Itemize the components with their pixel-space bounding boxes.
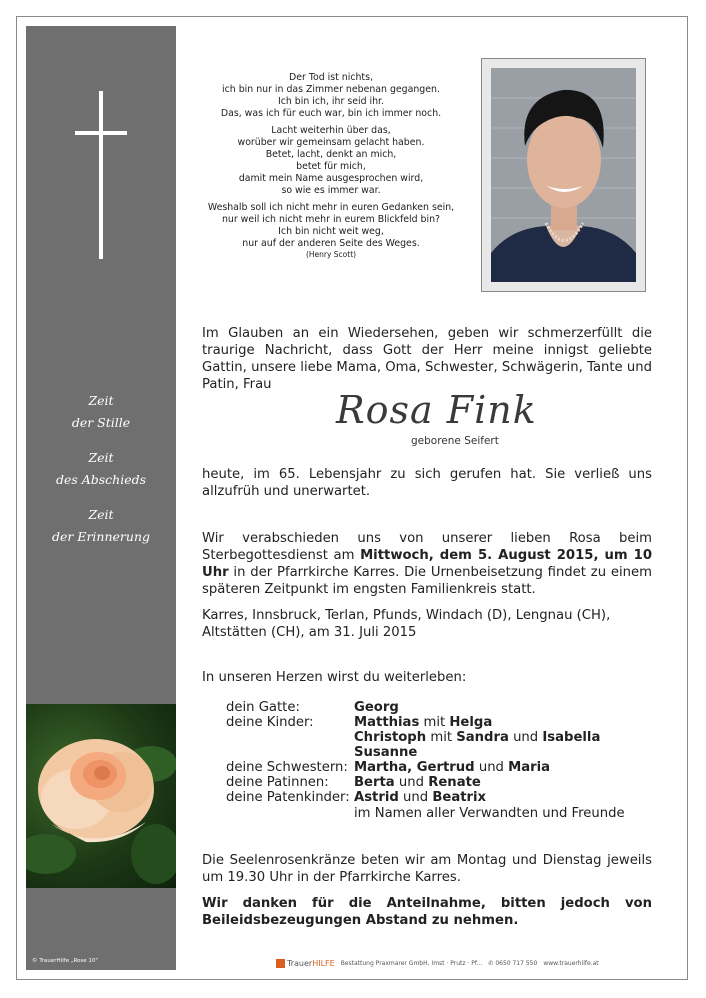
family-names: Matthias mit Helga: [354, 715, 493, 730]
poem-line: Betet, lacht, denkt an mich,: [265, 149, 397, 160]
poem-line: nur auf der anderen Seite des Weges.: [242, 238, 420, 249]
cross-icon-horizontal: [75, 131, 127, 135]
zeit-line: der Stille: [71, 415, 131, 430]
trauerhilfe-logo-icon: [276, 959, 285, 968]
family-role: deine Kinder:: [226, 715, 314, 730]
zeit-line: Zeit: [88, 450, 114, 465]
family-names: Martha, Gertrud und Maria: [354, 760, 551, 775]
family-role: dein Gatte:: [226, 700, 300, 715]
poem-line: Das, was ich für euch war, bin ich immer noch.: [220, 108, 442, 119]
poem-author: (Henry Scott): [305, 250, 357, 259]
zeit-line: des Abschieds: [55, 472, 147, 487]
family-role: deine Schwestern:: [226, 760, 348, 775]
poem-line: Weshalb soll ich nicht mehr in euren Gedanken sein,: [207, 202, 455, 213]
service-before: Wir verabschieden uns von unserer lieben Rosa beim Sterbegottesdienst am: [202, 531, 652, 563]
service-text: [202, 530, 652, 598]
zeit-block-stille: [26, 390, 176, 434]
cross-icon-vertical: [99, 91, 103, 259]
family-names: Astrid und Beatrix: [354, 790, 487, 805]
poem-stanza: [196, 125, 466, 197]
family-role: deine Patinnen:: [226, 775, 329, 790]
maiden-name: geborene Seifert: [411, 435, 499, 447]
poem-line: damit mein Name ausgesprochen wird,: [238, 173, 424, 184]
herzen-text: In unseren Herzen wirst du weiterleben:: [202, 670, 467, 685]
poem-line: so wie es immer war.: [281, 185, 381, 196]
portrait-frame: [481, 58, 646, 292]
rose-image: [26, 704, 176, 888]
family-names: Georg: [354, 700, 399, 715]
dank-text: Wir danken für die Anteilnahme, bitten jedoch von Beileidsbezeugungen Abstand zu nehmen.: [202, 896, 652, 928]
poem-line: ich bin nur in das Zimmer nebenan gegangen.: [222, 84, 440, 95]
family-names: Susanne: [354, 745, 418, 760]
zeit-block-erinnerung: [26, 504, 176, 548]
zeit-line: Zeit: [88, 507, 114, 522]
zeit-line: Zeit: [88, 393, 114, 408]
poem-stanza: [196, 202, 466, 260]
poem-line: betet für mich,: [296, 161, 366, 172]
poem-line: worüber wir gemeinsam gelacht haben.: [237, 137, 425, 148]
poem-line: Ich bin nicht weit weg,: [278, 226, 384, 237]
deceased-name: Rosa Fink: [336, 388, 537, 432]
service-date: Mittwoch, dem 5. August 2015, um 10 Uhr: [202, 548, 653, 580]
places-text: Karres, Innsbruck, Terlan, Pfunds, Windach (D), Lengnau (CH), Altstätten (CH), am 31. Juli 2015: [202, 608, 611, 640]
family-names: Berta und Renate: [354, 775, 481, 790]
footer-brand: TrauerHILFE: [287, 958, 335, 968]
family-role: deine Patenkinder:: [226, 790, 350, 805]
footer: [276, 957, 599, 969]
rosenkranz-text: Die Seelenrosenkränze beten wir am Montag und Dienstag jeweils um 19.30 Uhr in der Pfarrkirche Karres.: [202, 853, 652, 885]
service-after: in der Pfarrkirche Karres. Die Urnenbeisetzung findet zu einem späteren Zeitpunkt im engsten Familienkreis statt.: [202, 565, 652, 597]
poem-line: nur weil ich nicht mehr in eurem Blickfeld bin?: [221, 214, 441, 225]
poem: [196, 72, 466, 265]
phone-icon: ✆: [488, 959, 494, 967]
family-names: im Namen aller Verwandten und Freunde: [354, 806, 625, 821]
poem-stanza: [196, 72, 466, 120]
poem-line: Lacht weiterhin über das,: [271, 125, 391, 136]
poem-line: Der Tod ist nichts,: [289, 72, 373, 83]
footer-phone: 0650 717 550: [495, 959, 538, 967]
family-names: Christoph mit Sandra und Isabella: [354, 730, 601, 745]
footer-company: Bestattung Praxmarer GmbH, Imst · Prutz · Pf...: [340, 959, 483, 967]
poem-line: Ich bin ich, ihr seid ihr.: [277, 96, 385, 107]
footer-web[interactable]: www.trauerhilfe.at: [543, 959, 599, 967]
announcement-text: Im Glauben an ein Wiedersehen, geben wir schmerzerfüllt die traurige Nachricht, dass Gott der Herr meine innigst geliebte Gattin, unsere liebe Mama, Oma, Schwester, Schwägerin, Tante und Patin, Frau: [202, 326, 652, 392]
image-credit: © TrauerHilfe „Rose 10": [32, 958, 98, 964]
death-text: heute, im 65. Lebensjahr zu sich gerufen hat. Sie verließ uns allzufrüh und unerwartet.: [202, 467, 652, 499]
zeit-line: der Erinnerung: [51, 529, 151, 544]
zeit-block-abschied: [26, 447, 176, 491]
portrait-photo: [491, 68, 636, 282]
